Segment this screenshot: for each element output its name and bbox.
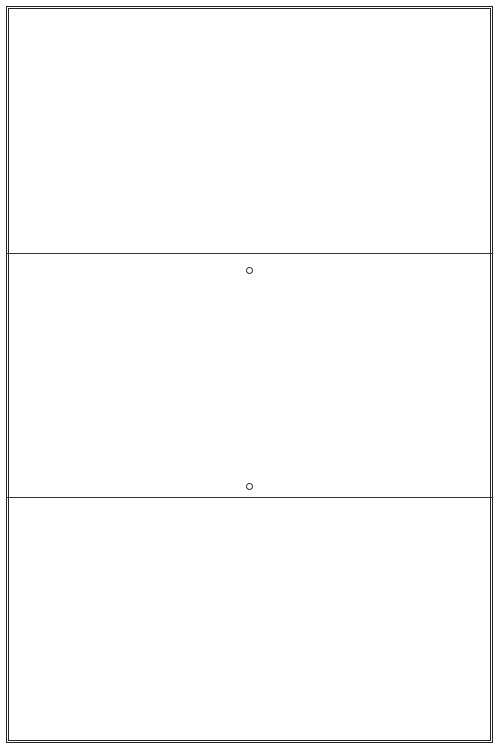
binding-hole-lower [246,483,253,490]
title-panel [308,262,385,492]
note-column-1 [375,262,385,462]
note-column-2 [364,262,374,302]
note-pair [364,262,385,462]
fold-line-bottom [6,497,493,498]
scripture-page [6,6,493,743]
fold-line-top [6,253,493,254]
scripture-title [330,262,349,427]
binding-hole-upper [246,267,253,274]
